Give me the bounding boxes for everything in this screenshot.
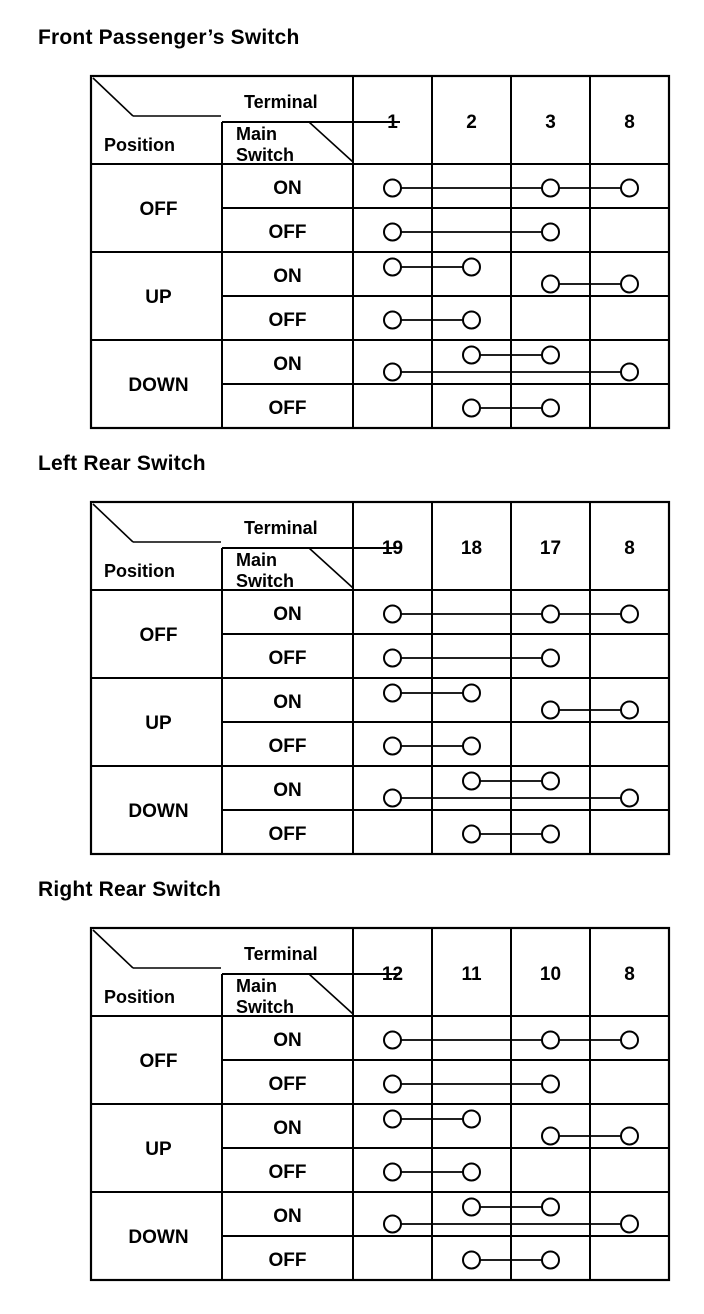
position-header-label: Position: [104, 987, 175, 1007]
terminal-node: [542, 1199, 559, 1216]
section-title-front-passenger: Front Passenger’s Switch: [38, 26, 300, 49]
terminal-node: [384, 364, 401, 381]
position-label: UP: [145, 713, 172, 734]
terminal-node: [384, 790, 401, 807]
continuity-table-front-passenger: [0, 72, 704, 434]
terminal-node: [542, 606, 559, 623]
header-diagonal-lower: [309, 548, 353, 588]
position-label: DOWN: [128, 1227, 189, 1248]
terminal-node: [621, 606, 638, 623]
terminal-node: [542, 650, 559, 667]
main-switch-state: ON: [273, 780, 302, 801]
position-label: DOWN: [128, 801, 189, 822]
terminal-number: 1: [387, 112, 398, 133]
position-label: OFF: [139, 1051, 178, 1072]
terminal-node: [463, 1199, 480, 1216]
position-label: OFF: [139, 625, 178, 646]
terminal-node: [542, 1032, 559, 1049]
main-switch-state: OFF: [268, 736, 307, 757]
position-label: OFF: [139, 199, 178, 220]
terminal-node: [463, 347, 480, 364]
terminal-node: [621, 790, 638, 807]
terminal-number: 17: [539, 538, 562, 559]
header-diagonal-upper: [93, 930, 133, 968]
terminal-node: [621, 702, 638, 719]
terminal-node: [542, 180, 559, 197]
terminal-header-label: Terminal: [244, 944, 318, 964]
terminal-node: [621, 1216, 638, 1233]
terminal-node: [621, 1128, 638, 1145]
terminal-node: [463, 1252, 480, 1269]
main-switch-state: OFF: [268, 398, 307, 419]
terminal-node: [542, 276, 559, 293]
terminal-node: [384, 685, 401, 702]
terminal-header-label: Terminal: [244, 518, 318, 538]
main-switch-header-label: Main: [236, 124, 278, 144]
terminal-node: [384, 224, 401, 241]
main-switch-header-label: Main: [236, 550, 278, 570]
terminal-node: [542, 224, 559, 241]
terminal-node: [384, 259, 401, 276]
terminal-number: 3: [545, 112, 556, 133]
terminal-node: [463, 738, 480, 755]
terminal-node: [384, 312, 401, 329]
terminal-node: [463, 400, 480, 417]
header-diagonal-lower: [309, 122, 353, 162]
terminal-node: [463, 312, 480, 329]
terminal-number: 11: [461, 964, 482, 985]
main-switch-state: OFF: [268, 222, 307, 243]
terminal-node: [384, 1216, 401, 1233]
terminal-node: [384, 1076, 401, 1093]
terminal-number: 8: [624, 538, 635, 559]
terminal-node: [542, 347, 559, 364]
position-header-label: Position: [104, 561, 175, 581]
main-switch-state: ON: [273, 1118, 302, 1139]
header-diagonal-upper: [93, 504, 133, 542]
main-switch-state: OFF: [268, 310, 307, 331]
terminal-node: [463, 685, 480, 702]
terminal-node: [621, 180, 638, 197]
terminal-node: [463, 1164, 480, 1181]
terminal-node: [384, 180, 401, 197]
main-switch-state: ON: [273, 354, 302, 375]
terminal-node: [384, 1111, 401, 1128]
position-label: UP: [145, 287, 172, 308]
main-switch-state: ON: [273, 1030, 302, 1051]
terminal-node: [463, 1111, 480, 1128]
continuity-table-right-rear: [0, 924, 704, 1286]
position-label: DOWN: [128, 375, 189, 396]
terminal-node: [542, 1076, 559, 1093]
main-switch-header-label: Switch: [236, 145, 295, 165]
terminal-node: [384, 738, 401, 755]
terminal-number: 12: [381, 964, 404, 985]
position-header-label: Position: [104, 135, 175, 155]
section-title-left-rear: Left Rear Switch: [38, 452, 206, 475]
terminal-number: 10: [539, 964, 562, 985]
main-switch-state: ON: [273, 604, 302, 625]
terminal-node: [542, 773, 559, 790]
terminal-node: [384, 1032, 401, 1049]
terminal-number: 2: [466, 112, 477, 133]
main-switch-state: OFF: [268, 824, 307, 845]
terminal-number: 19: [381, 538, 404, 559]
main-switch-state: ON: [273, 178, 302, 199]
main-switch-state: OFF: [268, 1250, 307, 1271]
terminal-node: [542, 826, 559, 843]
terminal-node: [621, 364, 638, 381]
terminal-node: [542, 400, 559, 417]
terminal-node: [384, 650, 401, 667]
main-switch-header-label: Switch: [236, 571, 295, 591]
main-switch-state: ON: [273, 1206, 302, 1227]
main-switch-state: ON: [273, 692, 302, 713]
main-switch-header-label: Switch: [236, 997, 295, 1017]
main-switch-state: OFF: [268, 1074, 307, 1095]
terminal-node: [621, 1032, 638, 1049]
terminal-node: [542, 1128, 559, 1145]
terminal-node: [621, 276, 638, 293]
terminal-number: 8: [624, 112, 635, 133]
main-switch-state: ON: [273, 266, 302, 287]
terminal-node: [463, 826, 480, 843]
terminal-node: [463, 259, 480, 276]
terminal-number: 8: [624, 964, 635, 985]
terminal-header-label: Terminal: [244, 92, 318, 112]
terminal-node: [384, 1164, 401, 1181]
terminal-node: [542, 702, 559, 719]
header-diagonal-upper: [93, 78, 133, 116]
main-switch-state: OFF: [268, 648, 307, 669]
continuity-table-left-rear: [0, 498, 704, 860]
header-diagonal-lower: [309, 974, 353, 1014]
main-switch-header-label: Main: [236, 976, 278, 996]
terminal-number: 18: [460, 538, 483, 559]
terminal-node: [463, 773, 480, 790]
position-label: UP: [145, 1139, 172, 1160]
main-switch-state: OFF: [268, 1162, 307, 1183]
terminal-node: [384, 606, 401, 623]
terminal-node: [542, 1252, 559, 1269]
section-title-right-rear: Right Rear Switch: [38, 878, 222, 901]
